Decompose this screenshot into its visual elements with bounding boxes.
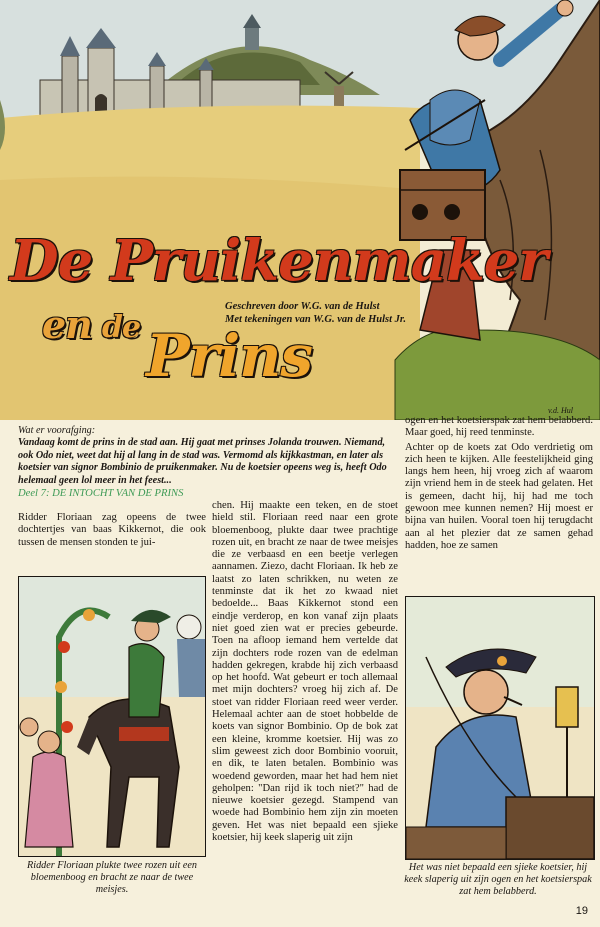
- column-3-text-2: Achter op de koets zat Odo verdrietig om zich heen te kijken. Alle feestelijkheid ging langs hem heen, hij vroeg zich af waarom zijn vriend hem in de steek had gelaten. Het is gemeen, dacht hij, hij had me toch gewoon mee kunnen nemen? Hij moest er bijna van huilen. Vooral toen hij terugdacht aan al het plezier dat ze samen gehad hadden, hoe ze samen: [405, 441, 593, 551]
- column-3-text-1: ogen en het koetsierspak zat hem belabberd. Maar goed, hij reed tenminste.: [405, 415, 593, 439]
- illustrator-credit: Met tekeningen van W.G. van de Hulst Jr.: [225, 314, 407, 325]
- caption-floriaan: Ridder Floriaan plukte twee rozen uit een bloemenboog en bracht ze naar de twee meisjes.: [27, 860, 197, 895]
- story-summary: [18, 425, 398, 487]
- illustration-koetsier: [405, 596, 595, 860]
- column-1: [18, 512, 206, 551]
- illustration-floriaan: [18, 576, 206, 857]
- summary-label: Wat er voorafging:: [18, 425, 96, 436]
- page-number: 19: [575, 905, 588, 917]
- column-1-text: Ridder Floriaan zag opeens de twee dochtertjes van baas Kikkernot, die ook tussen de mensen stonden te jui-: [18, 512, 206, 548]
- column-3: [405, 415, 593, 554]
- title-word-en: en: [42, 302, 92, 347]
- column-2: [212, 500, 398, 846]
- author-credit: Geschreven door W.G. van de Hulst: [225, 301, 380, 312]
- credits: [225, 300, 425, 326]
- caption-koetsier: Het was niet bepaald een sjieke koetsier, hij keek slaperig uit zijn ogen en het koetsierspak zat hem belabberd.: [404, 862, 592, 897]
- column-2-text: chen. Hij maakte een teken, en de stoet hield stil. Floriaan reed naar een grote bloemenboog, plukte daar twee prachtige rozen uit, en bracht ze naar de twee meisjes die ze verbaasd en een beetje verlegen aannamen. Ziezo, dacht Floriaan. Ik heb ze laatst zo laten schrikken, nu weten ze tenminste dat ik het zo kwaad niet bedoelde... Baas Kikkernot stond een eindje verderop, en kon vanaf zijn plaats niet goed zien wat er precies gebeurde. Toen na afloop iemand hem vertelde dat zijn dochters rode rozen van de edelman hadden gekregen, krabde hij zich verbaasd op het hoofd. Wat gebeurt er toch allemaal met mijn dochters? vroeg hij zich af. De stoet van ridder Floriaan reed weer verder. Helemaal achter aan de stoet hobbelde de koets van signor Bombinio. Op de bok zat een kleine, kromme koetsier. Hij was zo slim geweest zich door Bombinio vooruit, en dik, te laten betalen. Bombinio was woedend geworden, maar het had hem niet geholpen: "Dan rijd ik toch niet?" had de nieuwe koetsier gezegd. Stampend van woede had Bombinio hem zijn zin moeten geven. Het was niet bepaald een sjieke koetsier, hij keek slaperig uit zijn: [212, 500, 398, 844]
- part-heading: Deel 7: DE INTOCHT VAN DE PRINS: [18, 488, 184, 499]
- artist-signature: v.d. Hul: [548, 406, 573, 415]
- summary-text: Vandaag komt de prins in de stad aan. Hij gaat met prinses Jolanda trouwen. Niemand, ook Odo niet, weet dat hij al lang in de stad was. Vermomd als kijkkastman, en later als koetsier van signor Bombinio de pruikenmaker. Nu de koetsier opeens weg is, heeft Odo helemaal geen lol meer in het feest...: [18, 437, 387, 486]
- title-word-de: de: [102, 310, 141, 345]
- title-word-prins: Prins: [146, 322, 313, 390]
- title-line-1: De Pruikenmaker: [10, 228, 547, 294]
